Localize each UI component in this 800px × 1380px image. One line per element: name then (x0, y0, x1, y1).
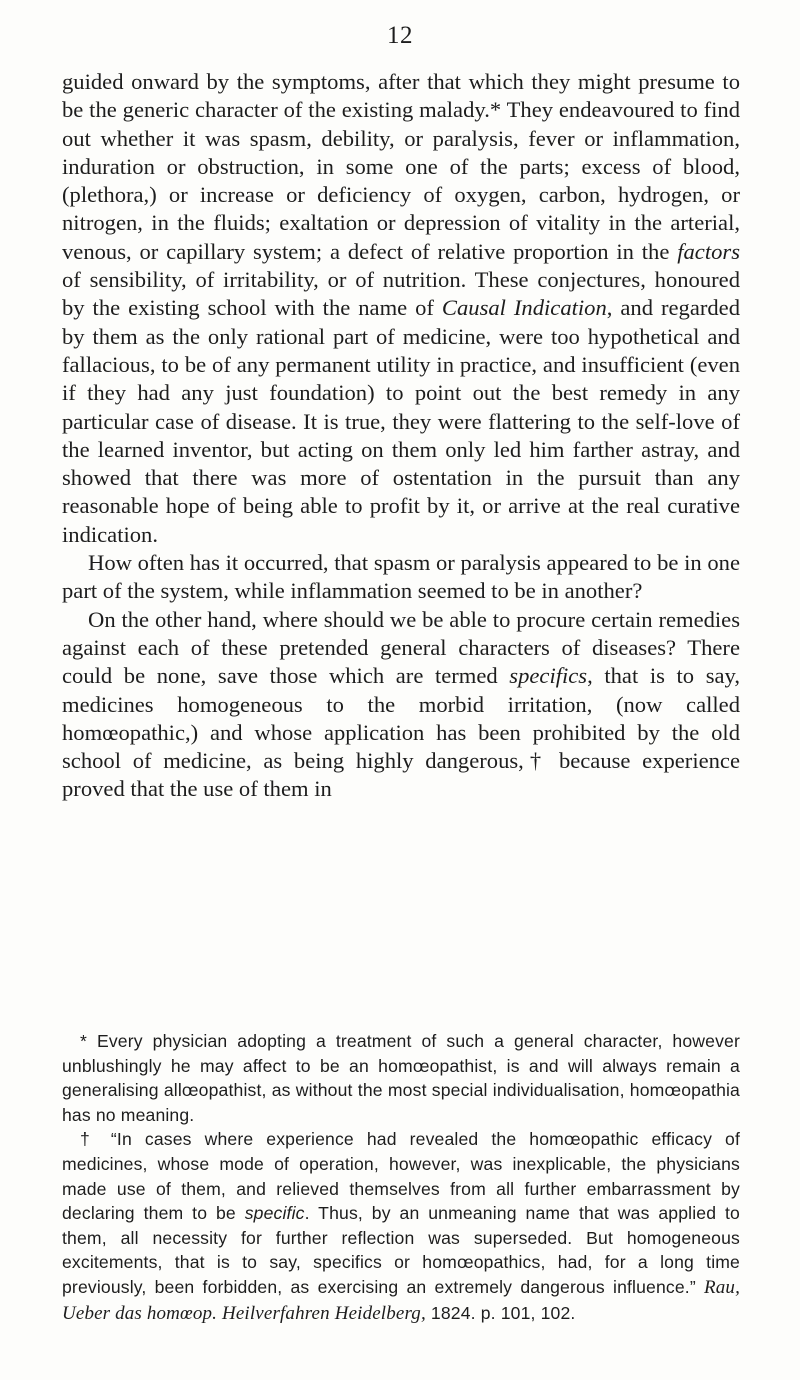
text-run: 1824. p. 101, 102. (425, 1302, 576, 1323)
italic-text: Causal Indication (441, 295, 607, 321)
footnote (62, 1029, 740, 1127)
paragraph (62, 606, 740, 804)
italic-text: factors (677, 238, 740, 264)
text-run: † “In cases where experience had revealed the homœopathic efficacy of medicines, whose mode of operation, however, was inexplicable, the physicians made use of them, and relieved themselves from all further embarrassment by declaring them to be (62, 1129, 740, 1224)
text-run: On the other hand, where should we be able to procure certain remedies against each of these pretended general characters of diseases? There could be none, save those which are termed (62, 606, 740, 689)
paragraph (62, 549, 740, 606)
text-run: How often has it occurred, that spasm or paralysis appeared to be in one part of the system, while inflammation seemed to be in another? (62, 550, 740, 604)
text-run: , and regarded by them as the only rational part of medicine, were too hypothetical and fallacious, to be of any permanent utility in practice, and insufficient (even if they had any just foundation) to point out the best remedy in any particular case of disease. It is true, they were flattering to the self-love of the learned inventor, but acting on them only led him farther astray, and showed that there was more of ostentation in the pursuit than any reasonable hope of being able to profit by it, or arrive at the real curative indication. (62, 295, 740, 547)
footnotes (62, 1029, 740, 1326)
main-text (62, 68, 740, 804)
italic-text: specific (244, 1203, 305, 1224)
page-number: 12 (387, 22, 413, 49)
text-run: , that is to say, medicines homogeneous to the morbid irritation, (now called homœopathic,) and whose application has been prohibited by the old school of medicine, as being highly dangerous,† because experience proved that the use of them in (62, 663, 740, 802)
text-run: guided onward by the symptoms, after that which they might presume to be the generic character of the existing malady.* They endeavoured to find out whether it was spasm, debility, or paralysis, fever or inflammation, induration or obstruction, in some one of the parts; excess of blood, (plethora,) or increase or deficiency of oxygen, carbon, hydrogen, or nitrogen, in the fluids; exaltation or depression of vitality in the arterial, venous, or capillary system; a defect of relative proportion in the (62, 69, 740, 264)
italic-text: Rau, Ueber das homœop. Heilverfahren Heidelberg, (62, 1276, 740, 1324)
text-run: . Thus, by an unmeaning name that was applied to them, all necessity for further reflection was superseded. But homogeneous excitements, that is to say, specifics or homœopathics, had, for a long time previously, been forbidden, as exercising an extremely dangerous influence.” (62, 1203, 740, 1297)
footnote (62, 1127, 740, 1326)
text-run: of sensibility, of irritability, or of nutrition. These conjectures, honoured by the existing school with the name of (62, 267, 740, 321)
paragraph (62, 68, 740, 549)
text-run: * Every physician adopting a treatment of such a general character, however unblushingly he may affect to be an homœopathist, is and will always remain a generalising allœopathist, as without the most special individualisation, homœopathia has no meaning. (62, 1031, 740, 1125)
italic-text: specifics (509, 663, 588, 689)
